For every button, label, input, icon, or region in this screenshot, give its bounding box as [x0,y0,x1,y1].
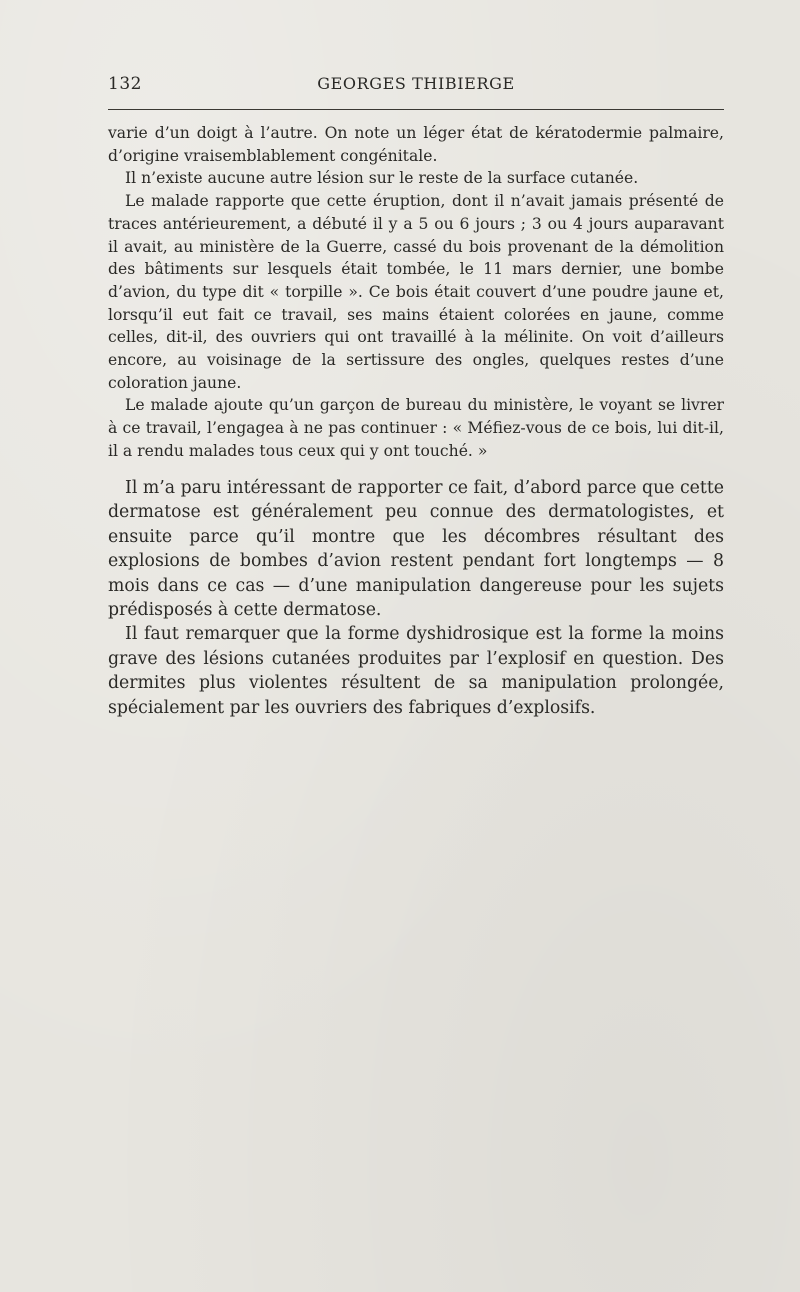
paragraph-dyshidrosis-form: Il faut remarquer que la forme dyshidrosique est la forme la moins grave des lésions cutanées produites par l’explosif en question. Des dermites plus violentes résultent de sa manipulation prolongée, spécialement par les ouvriers des fabriques d’explosifs. [108,624,724,718]
header-rule [108,109,724,110]
paragraph-no-other-lesion: Il n’existe aucune autre lésion sur le reste de la surface cutanée. [125,169,639,188]
paragraph-warning-quote: Le malade ajoute qu’un garçon de bureau du ministère, le voyant se livrer à ce travail, l’engagea à ne pas continuer : « Méfiez-vous de ce bois, lui dit-il, il a rendu malades tous ceux qui y ont touché. » [108,396,724,460]
page-header [108,74,724,104]
page-number: 132 [108,74,142,94]
paragraph-continuation: varie d’un doigt à l’autre. On note un léger état de kératodermie palmaire, d’origine vraisemblablement congénitale. [108,124,724,165]
commentary-block [108,476,724,720]
case-report-block [108,122,724,463]
paragraph-interest: Il m’a paru intéressant de rapporter ce fait, d’abord parce que cette dermatose est généralement peu connue des dermatologistes, et ensuite parce qu’il montre que les décombres résultant des explosions de bombes d’avion restent pendant fort longtemps — 8 mois dans ce cas — d’une manipulation dangereuse pour les sujets prédisposés à cette dermatose. [108,478,724,621]
running-title: GEORGES THIBIERGE [317,74,515,93]
paragraph-patient-history: Le malade rapporte que cette éruption, dont il n’avait jamais présenté de traces antérieurement, a débuté il y a 5 ou 6 jours ; 3 ou 4 jours auparavant il avait, au ministère de la Guerre, cassé du bois provenant de la démolition des bâtiments sur lesquels était tombée, le 11 mars dernier, une bombe d’avion, du type dit « torpille ». Ce bois était couvert d’une poudre jaune et, lorsqu’il eut fait ce travail, ses mains étaient colorées en jaune, comme celles, dit-il, des ouvriers qui ont travaillé à la mélinite. On voit d’ailleurs encore, au voisinage de la sertissure des ongles, quelques restes d’une coloration jaune. [108,192,724,392]
